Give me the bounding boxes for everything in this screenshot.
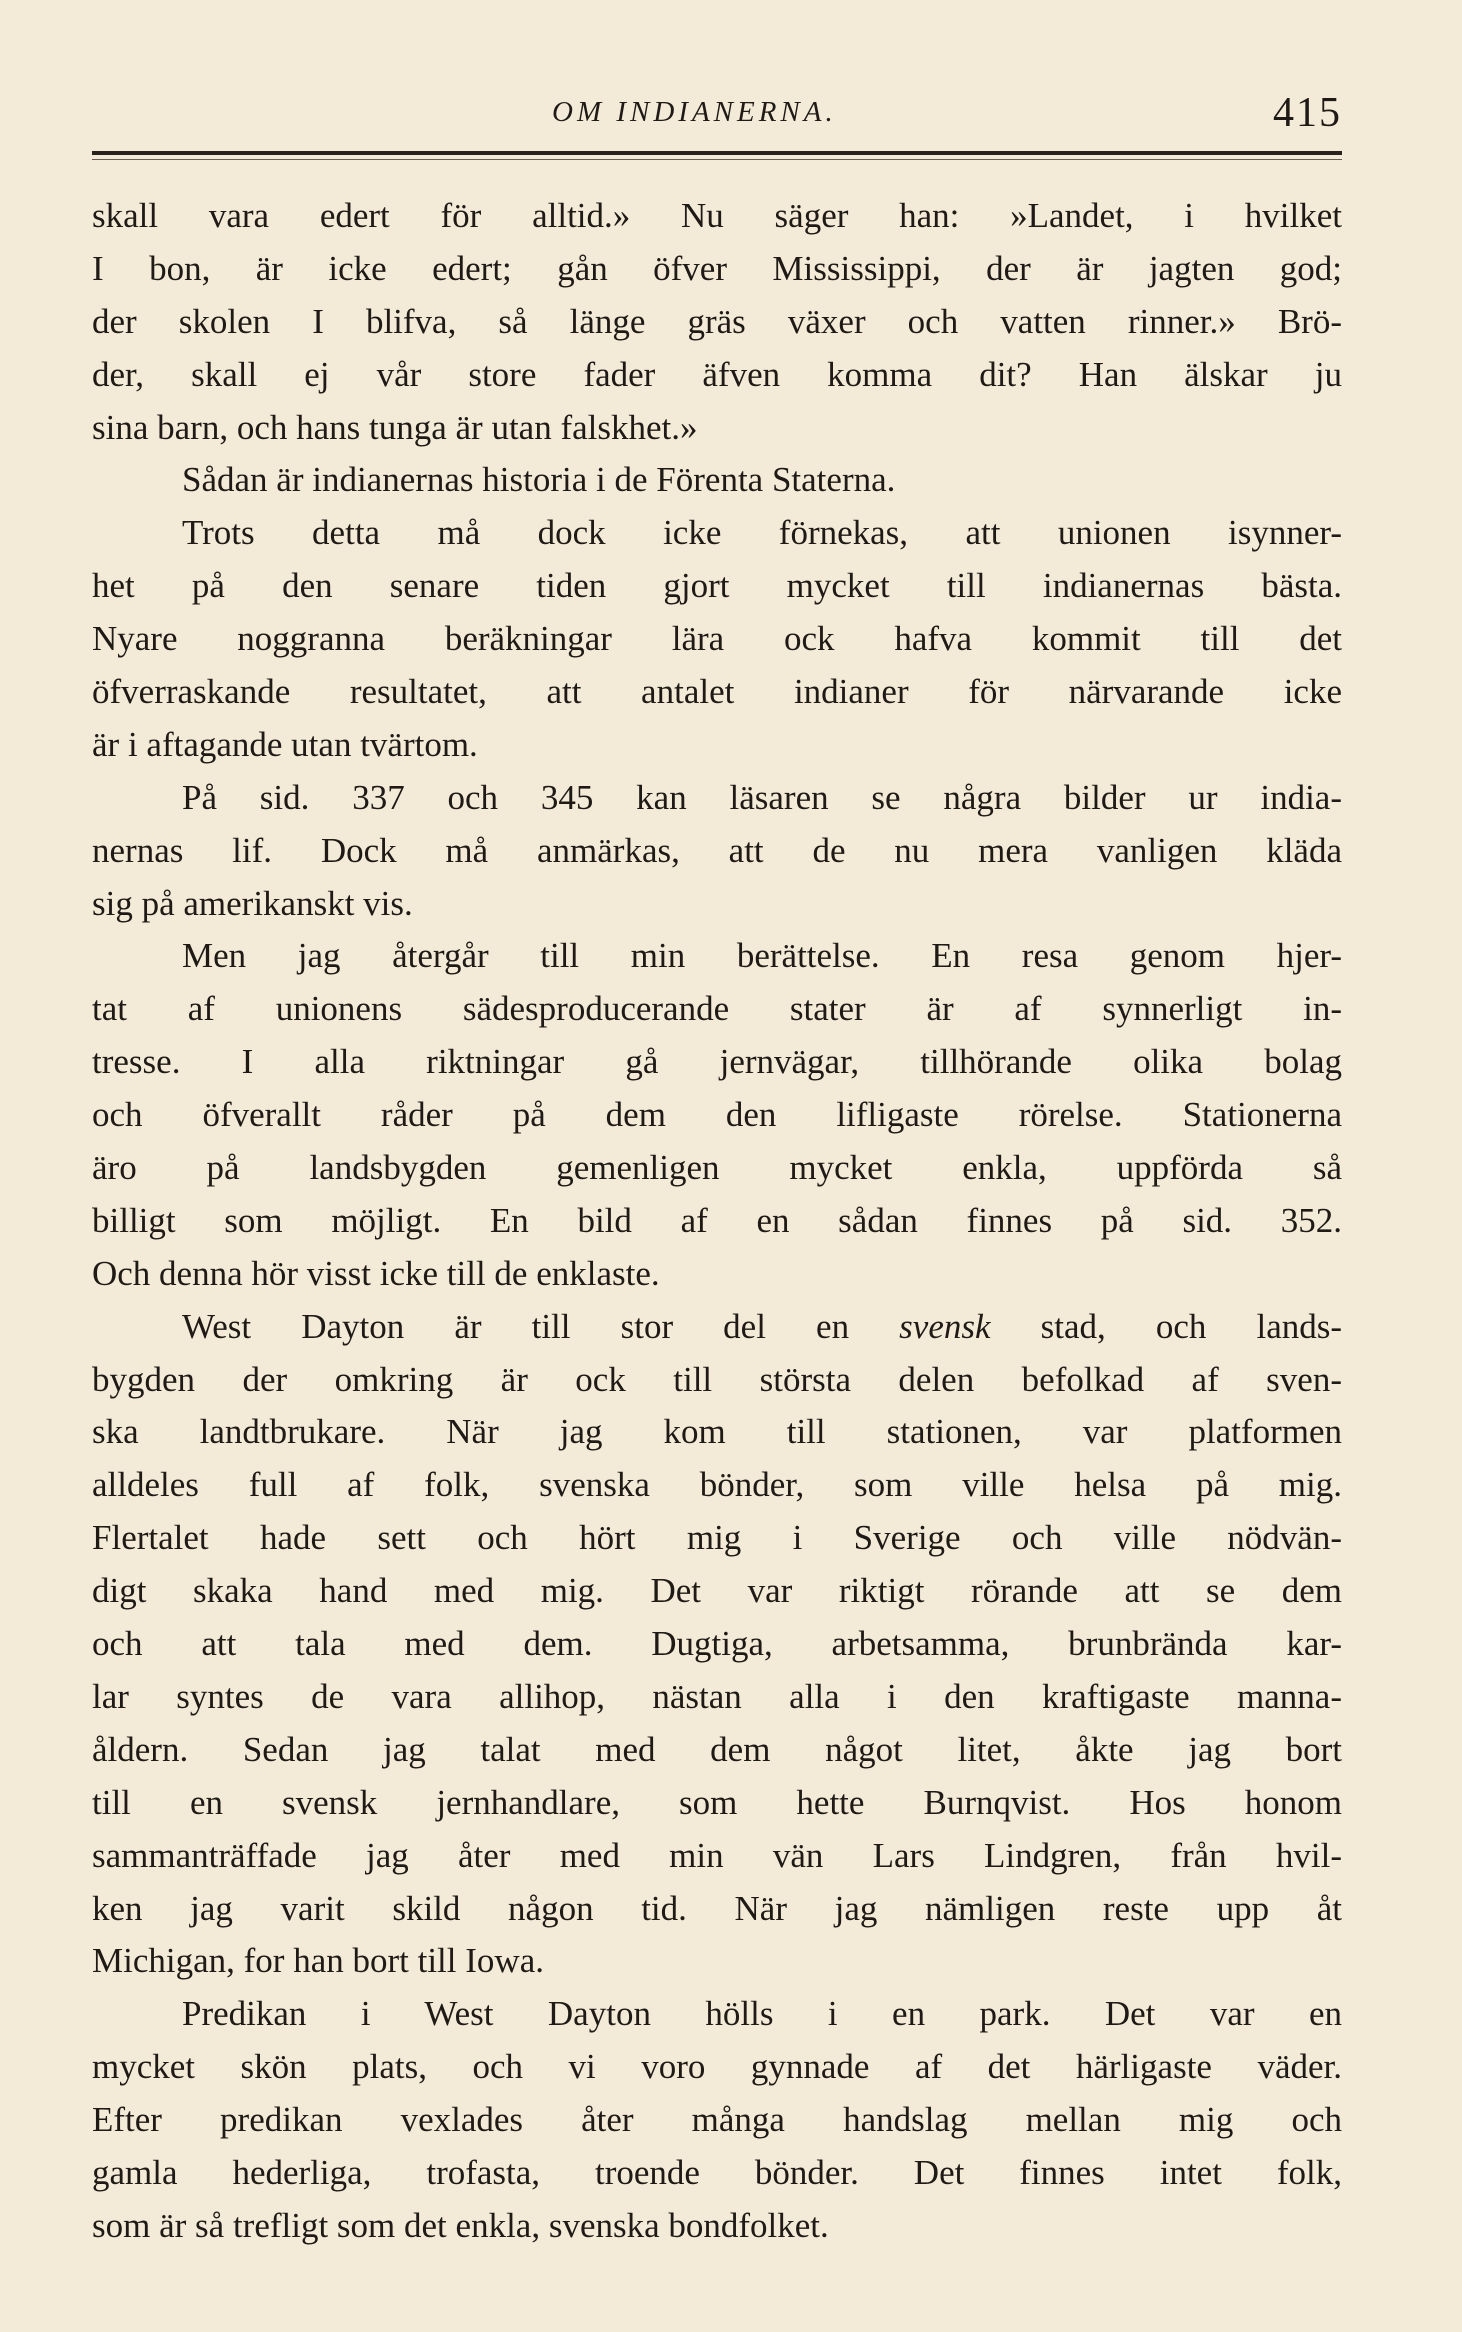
text-line: Trots detta må dock icke förnekas, att unionen isynner- xyxy=(182,513,1342,553)
text-line: digt skaka hand med mig. Det var riktigt rörande att se dem xyxy=(92,1571,1342,1611)
text-line: lar syntes de vara allihop, nästan alla i den kraftigaste manna- xyxy=(92,1676,1342,1716)
text-line: skall vara edert för alltid.» Nu säger han: »Landet, i hvilket xyxy=(92,196,1342,235)
text-line: alldeles full af folk, svenska bönder, som ville helsa på mig. xyxy=(92,1465,1342,1505)
text-line: Och denna hör visst icke till de enklaste. xyxy=(92,1253,660,1293)
header-rule-thin xyxy=(92,159,1342,160)
text-line: Men jag återgår till min berättelse. En resa genom hjer- xyxy=(182,936,1342,976)
text-line: är i aftagande utan tvärtom. xyxy=(92,724,478,764)
text-line: På sid. 337 och 345 kan läsaren se några bilder ur india- xyxy=(182,777,1342,817)
text-line: mycket skön plats, och vi voro gynnade af det härligaste väder. xyxy=(92,2047,1342,2087)
text-line: Efter predikan vexlades åter många handslag mellan mig och xyxy=(92,2100,1342,2140)
running-title: OM INDIANERNA. xyxy=(552,96,837,128)
page-header xyxy=(92,90,1342,154)
text-line: sig på amerikanskt vis. xyxy=(92,883,413,923)
text-line: der, skall ej vår store fader äfven komma dit? Han älskar ju xyxy=(92,354,1342,394)
text-line: och att tala med dem. Dugtiga, arbetsamma, brunbrända kar- xyxy=(92,1624,1342,1664)
text-line: het på den senare tiden gjort mycket till indianernas bästa. xyxy=(92,566,1342,606)
text-line: och öfverallt råder på dem den lifligaste rörelse. Stationerna xyxy=(92,1095,1342,1135)
text-line: nernas lif. Dock må anmärkas, att de nu mera vanligen kläda xyxy=(92,830,1342,870)
text-line: tat af unionens sädesproducerande stater är af synnerligt in- xyxy=(92,989,1342,1029)
text-line: äro på landsbygden gemenligen mycket enkla, uppförda så xyxy=(92,1148,1342,1188)
text-line: åldern. Sedan jag talat med dem något litet, åkte jag bort xyxy=(92,1729,1342,1769)
text-line: sina barn, och hans tunga är utan falskhet.» xyxy=(92,407,698,447)
text-line: Predikan i West Dayton hölls i en park. Det var en xyxy=(182,1994,1342,2034)
text-line: öfverraskande resultatet, att antalet indianer för närvarande icke xyxy=(92,672,1342,712)
text-line: ken jag varit skild någon tid. När jag nämligen reste upp åt xyxy=(92,1888,1342,1928)
text-line: sammanträffade jag åter med min vän Lars Lindgren, från hvil- xyxy=(92,1835,1342,1875)
text-line: der skolen I blifva, så länge gräs växer och vatten rinner.» Brö- xyxy=(92,301,1342,341)
text-line: gamla hederliga, trofasta, troende bönder. Det finnes intet folk, xyxy=(92,2152,1342,2192)
text-line: bygden der omkring är ock till största delen befolkad af sven- xyxy=(92,1359,1342,1399)
italic-word: svensk xyxy=(899,1306,991,1346)
text-line: ska landtbrukare. När jag kom till stationen, var platformen xyxy=(92,1412,1342,1452)
text-line: som är så trefligt som det enkla, svenska bondfolket. xyxy=(92,2205,829,2245)
text-line: Sådan är indianernas historia i de Förenta Staterna. xyxy=(182,460,896,500)
header-rule xyxy=(92,151,1342,155)
text-line: I bon, är icke edert; gån öfver Mississippi, der är jagten god; xyxy=(92,248,1342,288)
text-line: Flertalet hade sett och hört mig i Sverige och ville nödvän- xyxy=(92,1518,1342,1558)
text-line: Michigan, for han bort till Iowa. xyxy=(92,1941,544,1981)
text-line: tresse. I alla riktningar gå jernvägar, tillhörande olika bolag xyxy=(92,1042,1342,1082)
page-number: 415 xyxy=(1273,90,1342,136)
body-text xyxy=(92,190,1342,2253)
text-line xyxy=(92,1301,1342,1354)
text-line: till en svensk jernhandlare, som hette Burnqvist. Hos honom xyxy=(92,1782,1342,1822)
text-segment: West Dayton är till stor del en xyxy=(182,1306,850,1346)
text-line: Nyare noggranna beräkningar lära ock hafva kommit till det xyxy=(92,619,1342,659)
text-line: billigt som möjligt. En bild af en sådan finnes på sid. 352. xyxy=(92,1200,1342,1240)
text-segment: stad, och lands- xyxy=(1040,1306,1343,1346)
